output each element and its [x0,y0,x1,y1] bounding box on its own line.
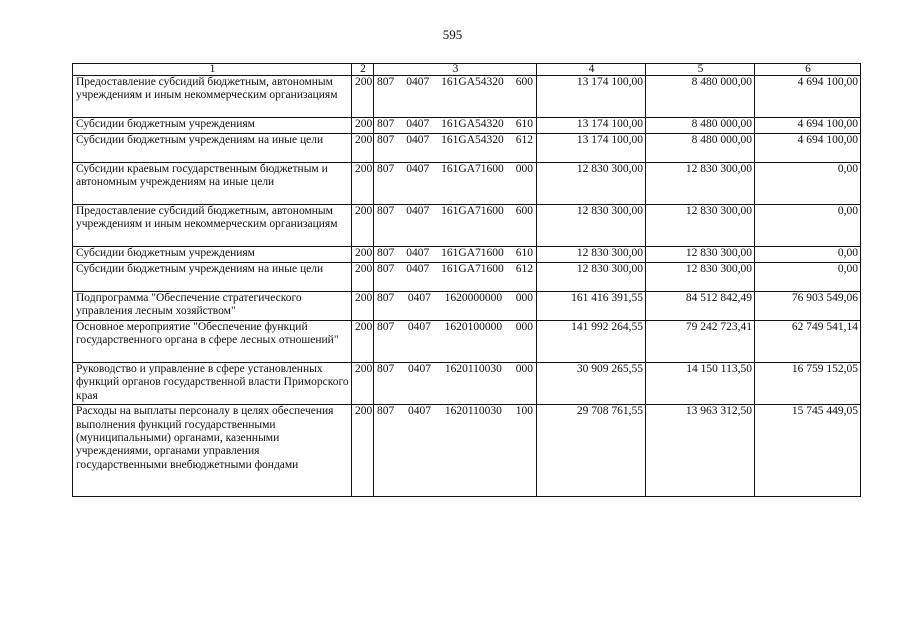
target-article-code: 161GA54320 [441,118,504,130]
grbs-code: 200 [352,118,374,134]
expense-name: Руководство и управление в сфере установленных функций органов государственной власти Приморского края [73,363,352,405]
section-code: 0407 [408,405,432,418]
ved-code: 807 [377,118,395,130]
amount-col4: 30 909 265,55 [537,363,646,405]
budget-classification-code [374,263,537,292]
grbs-code: 200 [352,205,374,247]
ved-code: 807 [377,363,395,375]
expense-name: Предоставление субсидий бюджетным, автономным учреждениям и иным некоммерческим организациям [73,76,352,118]
grbs-code: 200 [352,405,374,497]
grbs-code: 200 [352,163,374,205]
budget-classification-code [374,134,537,163]
amount-col6: 0,00 [755,247,861,263]
column-header: 3 [374,64,537,76]
budget-classification-code [374,205,537,247]
expense-name: Предоставление субсидий бюджетным, автономным учреждениям и иным некоммерческим организациям [73,205,352,247]
table-row [73,263,861,292]
page-number: 595 [442,27,463,42]
amount-col4: 13 174 100,00 [537,76,646,118]
budget-classification-code [374,363,537,405]
ved-code: 807 [377,263,395,275]
expense-type-code: 000 [515,292,533,304]
amount-col6: 16 759 152,05 [755,363,861,405]
ved-code: 807 [377,292,395,304]
target-article-code: 1620110030 [444,363,502,375]
budget-table [72,63,861,497]
expense-type-code: 610 [515,247,533,259]
amount-col5: 12 830 300,00 [646,247,755,263]
ved-code: 807 [377,405,395,418]
budget-classification-code [374,163,537,205]
budget-classification-code [374,247,537,263]
amount-col5: 12 830 300,00 [646,163,755,205]
target-article-code: 161GA71600 [441,163,504,175]
section-code: 0407 [406,247,430,259]
expense-type-code: 100 [515,405,533,418]
table-row [73,321,861,363]
column-header: 2 [352,64,374,76]
expense-type-code: 000 [515,163,533,175]
amount-col5: 12 830 300,00 [646,205,755,247]
amount-col5: 12 830 300,00 [646,263,755,292]
amount-col4: 161 416 391,55 [537,292,646,321]
table-row [73,247,861,263]
amount-col4: 29 708 761,55 [537,405,646,497]
expense-type-code: 000 [515,363,533,375]
expense-type-code: 610 [515,118,533,130]
grbs-code: 200 [352,321,374,363]
table-row [73,76,861,118]
amount-col4: 12 830 300,00 [537,263,646,292]
section-code: 0407 [406,263,430,275]
budget-classification-code [374,292,537,321]
amount-col6: 76 903 549,06 [755,292,861,321]
budget-classification-code [374,405,537,497]
grbs-code: 200 [352,134,374,163]
table-row [73,405,861,497]
column-header: 6 [755,64,861,76]
expense-name: Подпрограмма "Обеспечение стратегического управления лесным хозяйством" [73,292,352,321]
ved-code: 807 [377,76,395,88]
table-row [73,134,861,163]
grbs-code: 200 [352,363,374,405]
expense-type-code: 600 [515,205,533,217]
expense-type-code: 000 [515,321,533,333]
ved-code: 807 [377,134,395,146]
amount-col5: 79 242 723,41 [646,321,755,363]
table-row [73,205,861,247]
section-code: 0407 [406,163,430,175]
target-article-code: 161GA71600 [441,247,504,259]
section-code: 0407 [408,363,432,375]
ved-code: 807 [377,321,395,333]
section-code: 0407 [407,292,431,304]
expense-name: Субсидии бюджетным учреждениям на иные цели [73,134,352,163]
amount-col6: 0,00 [755,205,861,247]
budget-classification-code [374,76,537,118]
table-row [73,292,861,321]
amount-col4: 12 830 300,00 [537,163,646,205]
target-article-code: 161GA54320 [441,76,504,88]
expense-type-code: 600 [515,76,533,88]
table-row [73,163,861,205]
amount-col6: 62 749 541,14 [755,321,861,363]
amount-col5: 14 150 113,50 [646,363,755,405]
expense-name: Субсидии бюджетным учреждениям на иные цели [73,263,352,292]
expense-name: Субсидии бюджетным учреждениям [73,247,352,263]
expense-name: Субсидии краевым государственным бюджетным и автономным учреждениям на иные цели [73,163,352,205]
amount-col4: 13 174 100,00 [537,134,646,163]
expense-name: Основное мероприятие "Обеспечение функций государственного органа в сфере лесных отношений" [73,321,352,363]
target-article-code: 1620100000 [444,321,503,333]
ved-code: 807 [377,205,395,217]
grbs-code: 200 [352,76,374,118]
amount-col4: 13 174 100,00 [537,118,646,134]
ved-code: 807 [377,163,395,175]
target-article-code: 161GA71600 [441,263,504,275]
amount-col5: 8 480 000,00 [646,76,755,118]
grbs-code: 200 [352,263,374,292]
column-header: 1 [73,64,352,76]
section-code: 0407 [406,118,430,130]
amount-col6: 0,00 [755,263,861,292]
section-code: 0407 [406,134,430,146]
target-article-code: 161GA54320 [441,134,504,146]
amount-col6: 0,00 [755,163,861,205]
budget-classification-code [374,321,537,363]
section-code: 0407 [406,205,430,217]
target-article-code: 1620000000 [444,292,503,304]
table-row [73,118,861,134]
budget-classification-code [374,118,537,134]
amount-col4: 12 830 300,00 [537,205,646,247]
column-header: 4 [537,64,646,76]
amount-col4: 141 992 264,55 [537,321,646,363]
ved-code: 807 [377,247,395,259]
grbs-code: 200 [352,292,374,321]
amount-col6: 4 694 100,00 [755,134,861,163]
target-article-code: 1620110030 [444,405,502,418]
amount-col5: 84 512 842,49 [646,292,755,321]
expense-name: Субсидии бюджетным учреждениям [73,118,352,134]
amount-col5: 13 963 312,50 [646,405,755,497]
target-article-code: 161GA71600 [441,205,504,217]
section-code: 0407 [407,321,431,333]
section-code: 0407 [406,76,430,88]
expense-type-code: 612 [515,134,533,146]
amount-col4: 12 830 300,00 [537,247,646,263]
amount-col6: 4 694 100,00 [755,118,861,134]
amount-col6: 15 745 449,05 [755,405,861,497]
column-number-row [73,64,861,76]
grbs-code: 200 [352,247,374,263]
amount-col6: 4 694 100,00 [755,76,861,118]
expense-type-code: 612 [515,263,533,275]
amount-col5: 8 480 000,00 [646,134,755,163]
column-header: 5 [646,64,755,76]
expense-name: Расходы на выплаты персоналу в целях обеспечения выполнения функций государственными (муниципальными) органами, казенными учреждениями, органами управления государственными внебюджетными фондами [73,405,352,497]
amount-col5: 8 480 000,00 [646,118,755,134]
table-row [73,363,861,405]
